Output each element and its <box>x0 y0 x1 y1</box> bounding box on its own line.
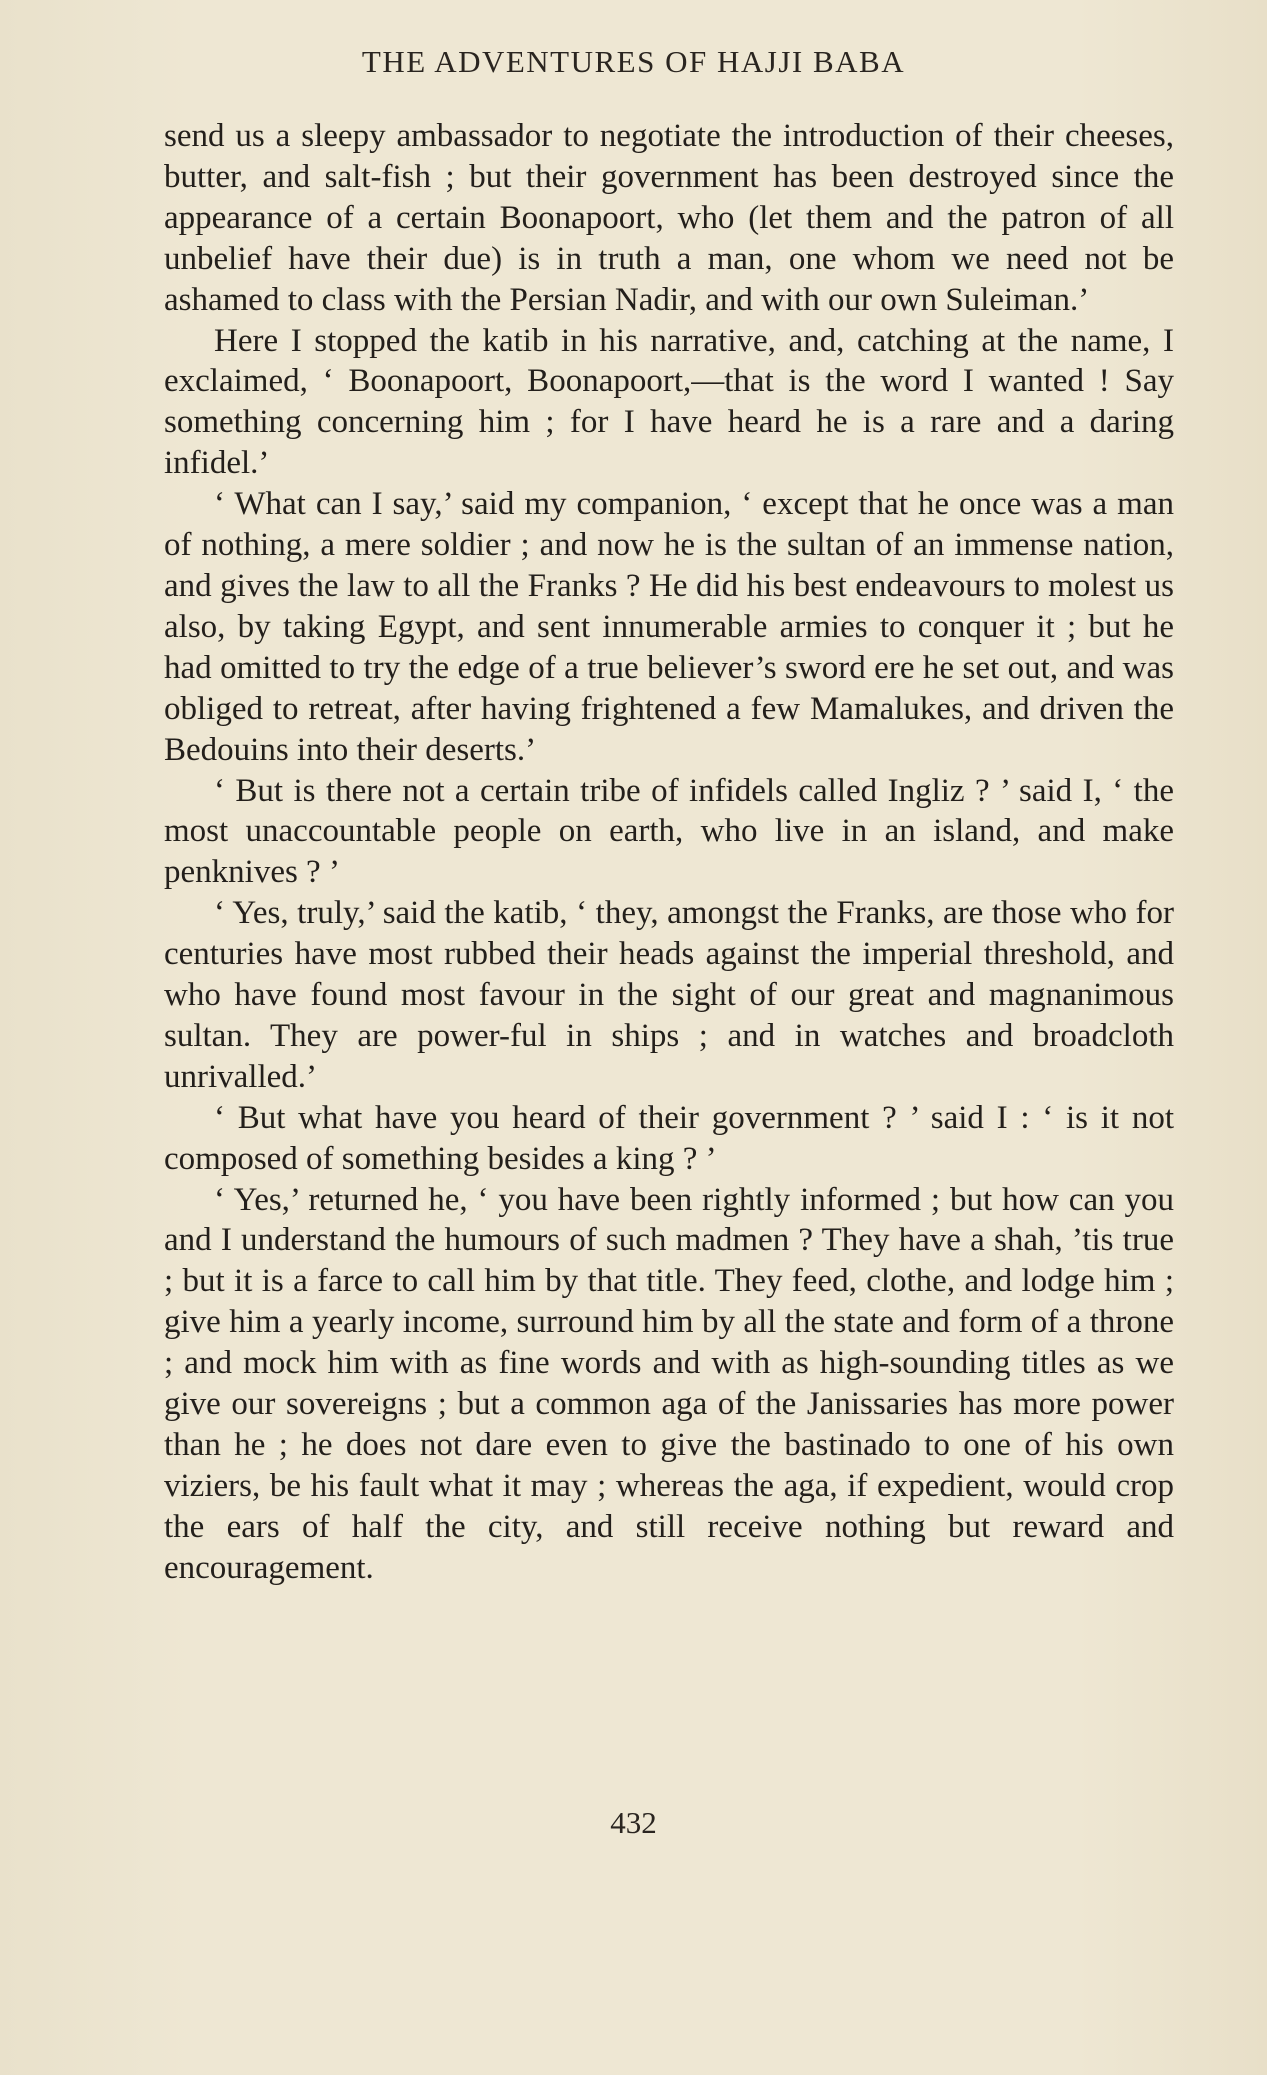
paragraph: ‘ Yes, truly,’ said the katib, ‘ they, amongst the Franks, are those who for centuries have most rubbed their heads against the imperial threshold, and who have found most favour in the sight of our great and magnanimous sultan. They are power-ful in ships ; and in watches and broadcloth unrivalled.’ <box>164 895 1174 1095</box>
paragraph: ‘ But what have you heard of their government ? ’ said I : ‘ is it not composed of something besides a king ? ’ <box>164 1099 1174 1177</box>
paragraph: send us a sleepy ambassador to negotiate the introduction of their cheeses, butter, and salt-fish ; but their government has been destroyed since the appearance of a certain Boonapoort, who (let them and the patron of all unbelief have their due) is in truth a man, one whom we need not be ashamed to class with the Persian Nadir, and with our own Suleiman.’ <box>164 118 1174 318</box>
paragraph: Here I stopped the katib in his narrative, and, catching at the name, I exclaimed, ‘ Boonapoort, Boonapoort,—that is the word I wanted ! Say something concerning him ; for I have heard he is a rare and a daring infidel.’ <box>164 322 1174 482</box>
page-number: 432 <box>610 1805 657 1840</box>
paragraph: ‘ Yes,’ returned he, ‘ you have been rightly informed ; but how can you and I understand the humours of such madmen ? They have a shah, ’tis true ; but it is a farce to call him by that title. They feed, clothe, and lodge him ; give him a yearly income, surround him by all the state and form of a throne ; and mock him with as fine words and with as high-sounding titles as we give our sovereigns ; but a common aga of the Janissaries has more power than he ; he does not dare even to give the bastinado to one of his own viziers, be his fault what it may ; whereas the aga, if expedient, would crop the ears of half the city, and still receive nothing but reward and encouragement. <box>164 1181 1174 1586</box>
paragraph: ‘ What can I say,’ said my companion, ‘ except that he once was a man of nothing, a mere soldier ; and now he is the sultan of an immense nation, and gives the law to all the Franks ? He did his best endeavours to molest us also, by taking Egypt, and sent innumerable armies to conquer it ; but he had omitted to try the edge of a true believer’s sword ere he set out, and was obliged to retreat, after having frightened a few Mamalukes, and driven the Bedouins into their deserts.’ <box>164 486 1174 768</box>
body-text <box>164 116 1174 1589</box>
paragraph: ‘ But is there not a certain tribe of infidels called Ingliz ? ’ said I, ‘ the most unaccountable people on earth, who live in an island, and make penknives ? ’ <box>164 772 1174 891</box>
running-title: THE ADVENTURES OF HAJJI BABA <box>361 44 906 79</box>
